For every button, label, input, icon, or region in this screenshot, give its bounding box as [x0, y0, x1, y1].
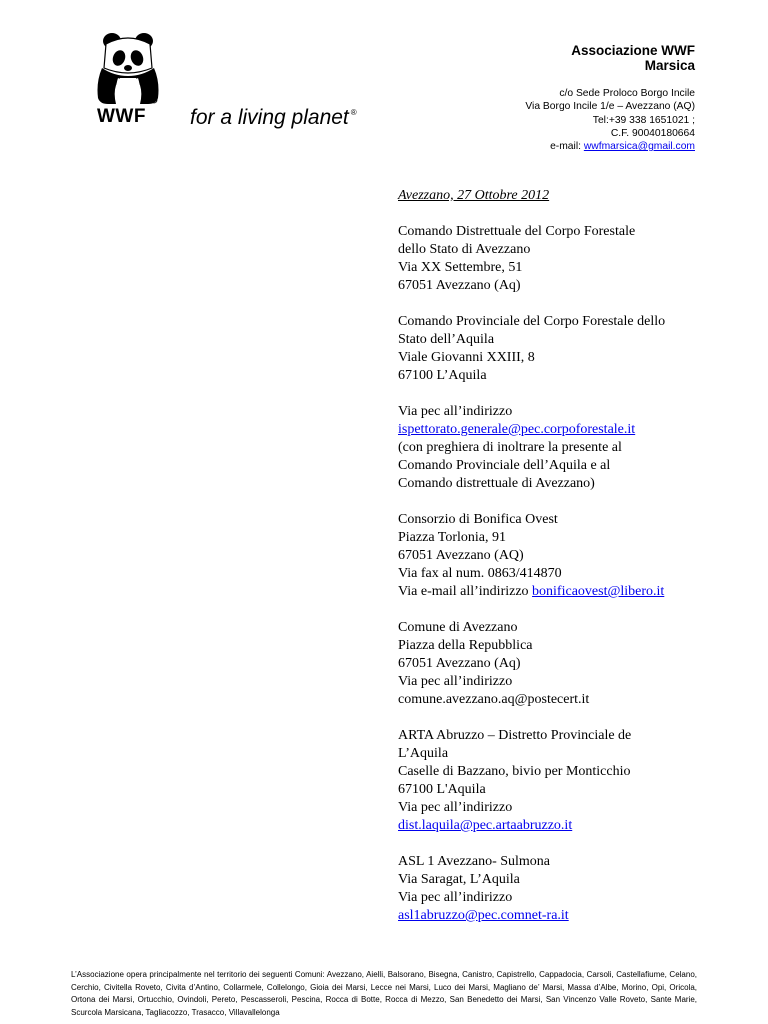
recipient-line — [398, 619, 738, 637]
recipient-line-text: Piazza Torlonia, 91 — [398, 530, 507, 545]
recipient-line-text: Via Saragat, L’Aquila — [398, 872, 520, 887]
recipient-line-text: Stato dell’Aquila — [398, 332, 495, 347]
recipient-line-text: Caselle di Bazzano, bivio per Monticchio — [398, 764, 631, 779]
recipient-line-text: Comando Distrettuale del Corpo Forestale — [398, 224, 636, 239]
recipient-line — [398, 637, 738, 655]
recipient-block — [398, 403, 738, 493]
recipient-block — [398, 727, 738, 835]
fiscal-code: C.F. 90040180664 — [610, 127, 695, 139]
recipient-line — [398, 817, 738, 835]
recipient-line — [398, 439, 738, 457]
recipient-block — [398, 853, 738, 925]
recipient-line — [398, 853, 738, 871]
recipient-line-text: 67100 L’Aquila — [398, 368, 487, 383]
footer-note: L’Associazione opera principalmente nel territorio dei seguenti Comuni: Avezzano, Aielli, Balsorano, Bisegna, Canistro, Capistrello, Cappadocia, Carsoli, Castellafiume, Celano, Cerchio, Civitella Roveto, Civita d’Antino, Collarmele, Collelongo, Gioia dei Marsi, Lecce nei Marsi, Luco dei Marsi, Magliano de’ Marsi, Massa d’Albe, Morino, Opi, Oricola, Ortona dei Marsi, Ortucchio, Ovindoli, Pereto, Pescasseroli, Pescina, Rocca di Botte, Rocca di Mezzo, San Benedetto dei Marsi, San Vincenzo Valle Roveto, Sante Marie, Scurcola Marsicana, Tagliacozzo, Trasacco, Villavallelonga — [71, 970, 697, 1017]
recipient-line — [398, 421, 738, 439]
recipient-block — [398, 313, 738, 385]
recipient-line-text: ARTA Abruzzo – Distretto Provinciale de — [398, 728, 632, 743]
letter-date: Avezzano, 27 Ottobre 2012 — [398, 188, 550, 203]
recipient-line — [398, 871, 738, 889]
email-link[interactable]: dist.laquila@pec.artaabruzzo.it — [398, 818, 573, 833]
recipient-line — [398, 457, 738, 475]
recipient-line-text: Piazza della Repubblica — [398, 638, 533, 653]
recipient-line — [398, 223, 738, 241]
recipient-line-text: L’Aquila — [398, 746, 449, 761]
recipient-block — [398, 511, 738, 601]
recipient-line — [398, 799, 738, 817]
recipient-line-text: 67051 Avezzano (Aq) — [398, 278, 521, 293]
organization-block — [525, 43, 695, 153]
email-link[interactable]: asl1abruzzo@pec.comnet-ra.it — [398, 908, 569, 923]
recipient-line-text: (con preghiera di inoltrare la presente al — [398, 440, 622, 455]
recipient-line-text: 67051 Avezzano (Aq) — [398, 656, 521, 671]
recipient-line — [398, 655, 738, 673]
recipient-line-text: dello Stato di Avezzano — [398, 242, 531, 257]
recipient-line — [398, 367, 738, 385]
recipient-line-text: Consorzio di Bonifica Ovest — [398, 512, 558, 527]
recipient-line — [398, 241, 738, 259]
recipient-line — [398, 331, 738, 349]
address-line2: Via Borgo Incile 1/e – Avezzano (AQ) — [525, 101, 695, 113]
recipient-line — [398, 277, 738, 295]
recipient-line — [398, 403, 738, 421]
recipient-line — [398, 763, 738, 781]
recipient-line-text: Comando distrettuale di Avezzano) — [398, 476, 595, 491]
letter-body — [398, 187, 738, 943]
org-address — [525, 87, 695, 153]
email-link[interactable]: bonificaovest@libero.it — [532, 584, 665, 599]
recipient-line — [398, 745, 738, 763]
recipient-line-text: Viale Giovanni XXIII, 8 — [398, 350, 535, 365]
recipient-line — [398, 547, 738, 565]
recipient-block — [398, 223, 738, 295]
email-link[interactable]: ispettorato.generale@pec.corpoforestale.it — [398, 422, 636, 437]
recipient-line — [398, 475, 738, 493]
recipient-line — [398, 673, 738, 691]
recipient-line — [398, 907, 738, 925]
recipient-list — [398, 223, 738, 925]
recipient-line-text: comune.avezzano.aq@postecert.it — [398, 692, 590, 707]
recipient-line-text: Via pec all’indirizzo — [398, 674, 513, 689]
recipient-line-text: Via e-mail all’indirizzo — [398, 584, 533, 599]
recipient-line-text: Via pec all’indirizzo — [398, 800, 513, 815]
recipient-line-text: Via XX Settembre, 51 — [398, 260, 523, 275]
telephone: Tel:+39 338 1651021 ; — [592, 114, 695, 126]
tagline-text: for a living planet — [190, 106, 349, 129]
recipient-line-text: Via pec all’indirizzo — [398, 890, 513, 905]
recipient-line — [398, 781, 738, 799]
recipient-line-text: ASL 1 Avezzano- Sulmona — [398, 854, 551, 869]
logo-wordmark: WWF — [97, 106, 146, 127]
org-name-line1: Associazione WWF — [571, 43, 695, 58]
email-line — [525, 140, 695, 153]
recipient-line — [398, 565, 738, 583]
recipient-line-text: Via pec all’indirizzo — [398, 404, 513, 419]
org-name-line2: Marsica — [644, 58, 695, 73]
recipient-line-text: 67100 L'Aquila — [398, 782, 486, 797]
recipient-line — [398, 889, 738, 907]
tagline — [190, 106, 357, 130]
recipient-line — [398, 727, 738, 745]
recipient-line — [398, 529, 738, 547]
recipient-line — [398, 313, 738, 331]
registered-mark: ® — [350, 108, 357, 117]
recipient-line-text: Via fax al num. 0863/414870 — [398, 566, 562, 581]
recipient-line-text: Comando Provinciale dell’Aquila e al — [398, 458, 611, 473]
email-link[interactable]: wwfmarsica@gmail.com — [583, 141, 695, 153]
recipient-line-text: Comando Provinciale del Corpo Forestale dello — [398, 314, 666, 329]
recipient-line-text: Comune di Avezzano — [398, 620, 518, 635]
recipient-block — [398, 619, 738, 709]
email-label: e-mail: — [550, 141, 584, 153]
recipient-line-text: 67051 Avezzano (AQ) — [398, 548, 524, 563]
recipient-line — [398, 511, 738, 529]
recipient-line — [398, 583, 738, 601]
recipient-line — [398, 349, 738, 367]
recipient-line — [398, 259, 738, 277]
address-line1: c/o Sede Proloco Borgo Incile — [559, 88, 695, 99]
recipient-line — [398, 691, 738, 709]
